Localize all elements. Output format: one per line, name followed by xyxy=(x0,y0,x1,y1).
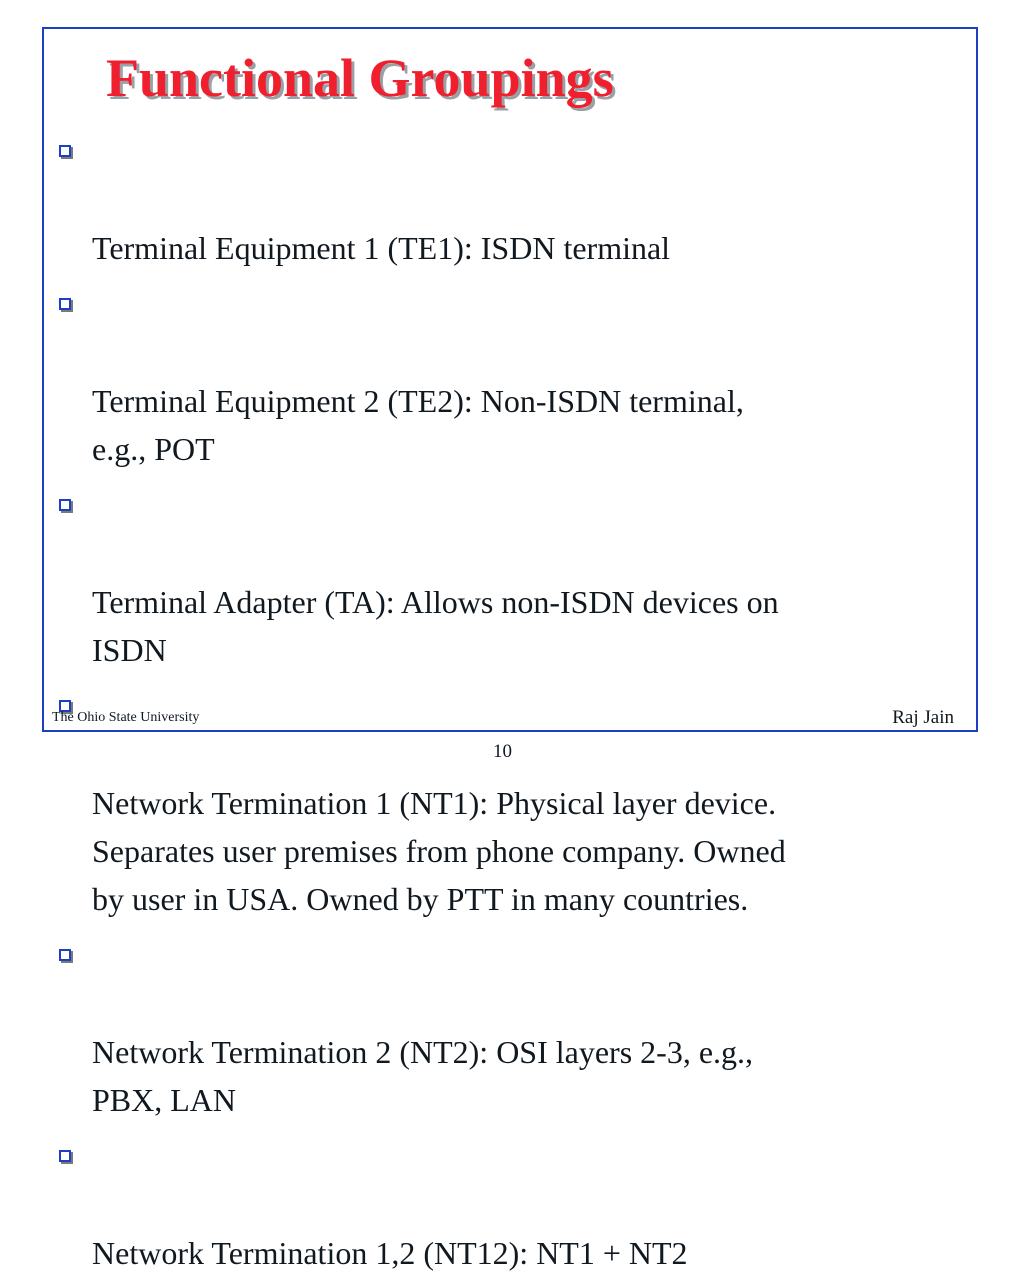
bullet-list xyxy=(56,128,956,1286)
bullet-item-ta xyxy=(56,482,956,674)
square-bullet-icon xyxy=(59,145,71,157)
bullet-text-ta: Terminal Adapter (TA): Allows non-ISDN devices on ISDN xyxy=(92,584,779,668)
slide-title: Functional Groupings xyxy=(106,48,614,108)
page-number: 10 xyxy=(493,741,512,762)
bullet-item-nt12 xyxy=(56,1133,956,1277)
footer-author: Raj Jain xyxy=(892,707,954,728)
bullet-item-te1 xyxy=(56,128,956,272)
bullet-item-te2 xyxy=(56,281,956,473)
bullet-text-te2: Terminal Equipment 2 (TE2): Non-ISDN terminal, e.g., POT xyxy=(92,383,744,467)
footer-institution: The Ohio State University xyxy=(52,710,200,725)
bullet-text-nt1: Network Termination 1 (NT1): Physical layer device. Separates user premises from phone company. Owned by user in USA. Owned by PTT in many countries. xyxy=(92,785,786,917)
bullet-text-te1: Terminal Equipment 1 (TE1): ISDN terminal xyxy=(92,230,671,266)
bullet-text-nt12: Network Termination 1,2 (NT12): NT1 + NT2 xyxy=(92,1235,688,1271)
square-bullet-icon xyxy=(59,949,71,961)
bullet-item-nt2 xyxy=(56,932,956,1124)
square-bullet-icon xyxy=(59,298,71,310)
square-bullet-icon xyxy=(59,1150,71,1162)
square-bullet-icon xyxy=(59,499,71,511)
bullet-text-nt2: Network Termination 2 (NT2): OSI layers 2-3, e.g., PBX, LAN xyxy=(92,1034,754,1118)
